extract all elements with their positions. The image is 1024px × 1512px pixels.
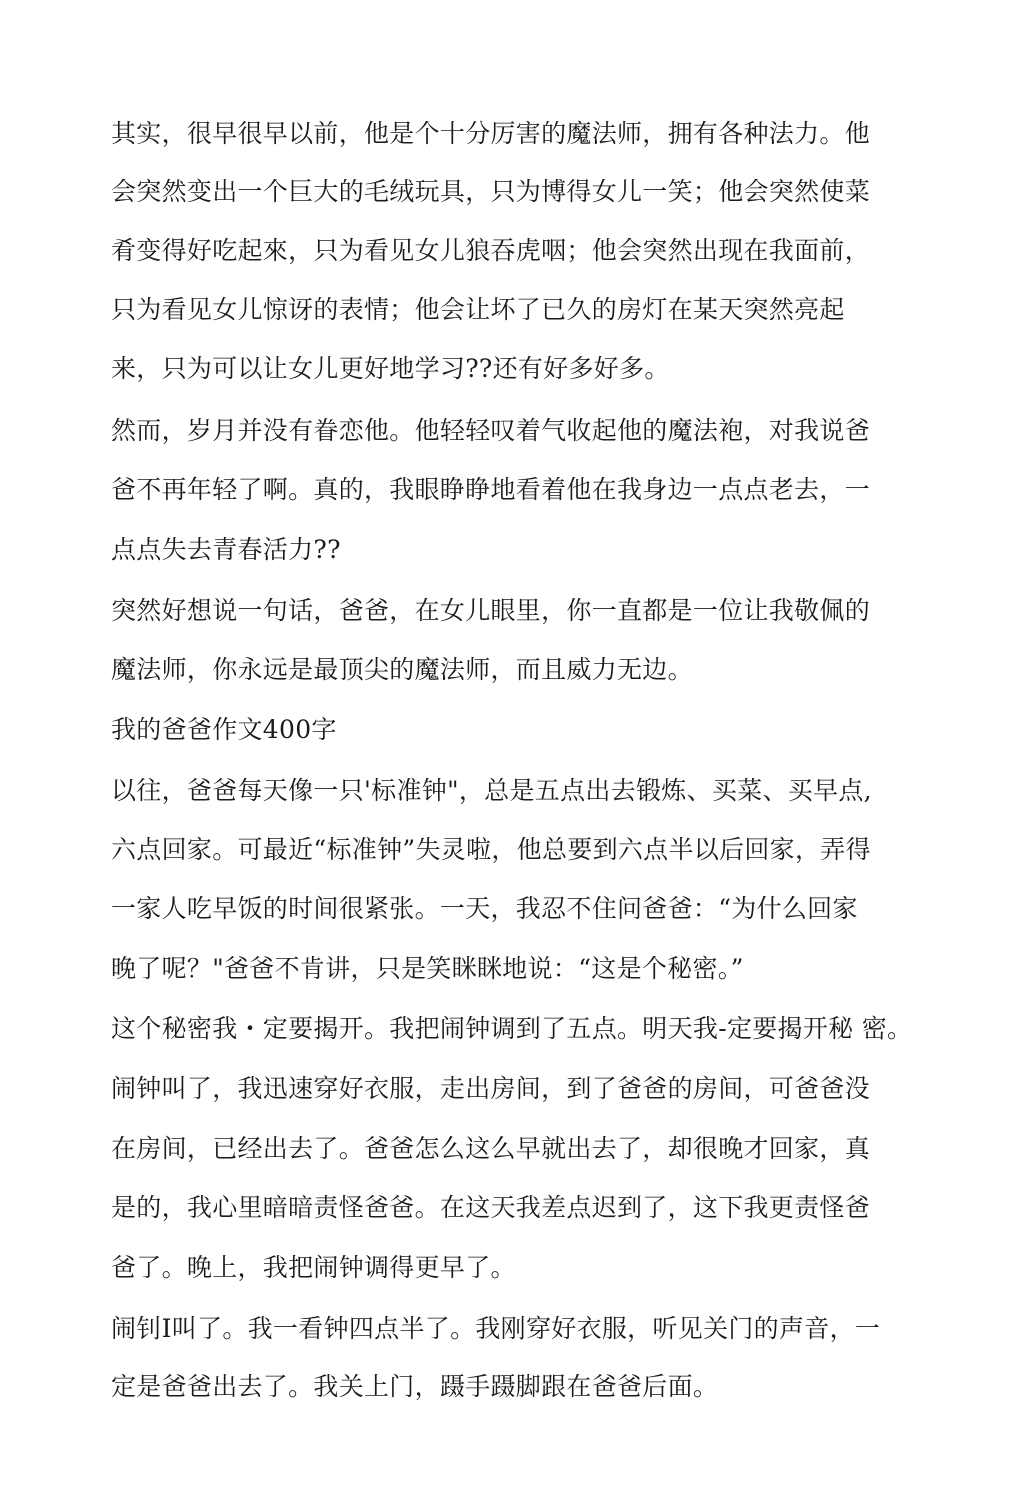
text-line: 魔法师，你永远是最顶尖的魔法师，而且威力无边。 bbox=[111, 655, 693, 684]
text-line: 晚了呢？"爸爸不肯讲，只是笑眯眯地说：“这是个秘密。” bbox=[111, 954, 744, 983]
text-line: 只为看见女儿惊讶的表情；他会让坏了已久的房灯在某天突然亮起 bbox=[111, 295, 845, 324]
text-line: 会突然变出一个巨大的毛绒玩具，只为博得女儿一笑；他会突然使菜 bbox=[111, 177, 871, 206]
text-line: 然而，岁月并没有眷恋他。他轻轻叹着气收起他的魔法袍，对我说爸 bbox=[111, 416, 871, 445]
text-line: 六点回家。可最近“标准钟”失灵啦，他总要到六点半以后回家，弄得 bbox=[111, 835, 871, 864]
text-line: 其实，很早很早以前，他是个十分厉害的魔法师，拥有各种法力。他 bbox=[111, 119, 871, 148]
text-line: 这个秘密我・定要揭开。我把闹钟调到了五点。明天我-定要揭开秘 密。 bbox=[111, 1014, 913, 1043]
text-line: 点点失去青春活力?? bbox=[111, 535, 341, 564]
text-line: 爸了。晚上，我把闹钟调得更早了。 bbox=[111, 1253, 516, 1282]
text-line: 突然好想说一句话，爸爸，在女儿眼里，你一直都是一位让我敬佩的 bbox=[111, 596, 871, 625]
text-line: 肴变得好吃起來，只为看见女儿狼吞虎咽；他会突然出现在我面前， bbox=[111, 236, 871, 265]
text-line: 来，只为可以让女儿更好地学习??还有好多好多。 bbox=[111, 354, 670, 383]
text-line: 在房间，已经出去了。爸爸怎么这么早就出去了，却很晚才回家，真 bbox=[111, 1134, 871, 1163]
text-line: 闹钟叫了，我迅速穿好衣服，走出房间，到了爸爸的房间，可爸爸没 bbox=[111, 1074, 871, 1103]
section-heading: 我的爸爸作文400字 bbox=[111, 715, 337, 744]
text-line: 爸不再年轻了啊。真的，我眼睁睁地看着他在我身边一点点老去，一 bbox=[111, 475, 871, 504]
text-line: 是的，我心里暗暗责怪爸爸。在这天我差点迟到了，这下我更责怪爸 bbox=[111, 1193, 871, 1222]
text-line: 定是爸爸出去了。我关上门，蹑手蹑脚跟在爸爸后面。 bbox=[111, 1372, 719, 1401]
text-line: 以往，爸爸每天像一只'标准钟"，总是五点出去锻炼、买菜、买早点, bbox=[111, 776, 872, 805]
text-line: 一家人吃早饭的时间很紧张。一天，我忍不住问爸爸：“为什么回家 bbox=[111, 894, 858, 923]
text-line: 闹钊I叫了。我一看钟四点半了。我刚穿好衣服，听见关门的声音，一 bbox=[111, 1314, 881, 1343]
